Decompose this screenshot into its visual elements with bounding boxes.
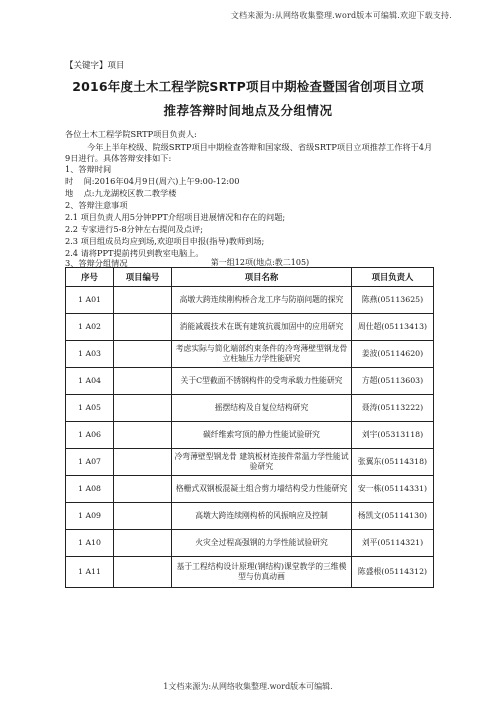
table-caption: 第一组12项(地点:教二105) bbox=[210, 258, 310, 267]
col-header-index: 序号 bbox=[66, 268, 114, 287]
cell-code bbox=[114, 503, 172, 530]
cell-index: 1 A11 bbox=[66, 557, 114, 588]
col-header-name: 项目名称 bbox=[172, 268, 352, 287]
table-row bbox=[66, 368, 434, 395]
cell-code bbox=[114, 368, 172, 395]
table-row bbox=[66, 557, 434, 588]
place-line: 地 点:九龙湖校区教二教学楼 bbox=[65, 188, 177, 198]
table-row bbox=[66, 395, 434, 422]
cell-leader: 刘平(05114321) bbox=[352, 530, 434, 557]
keyword-line: 【关键字】项目 bbox=[65, 61, 125, 71]
cell-leader: 聂涛(05113222) bbox=[352, 395, 434, 422]
cell-index: 1 A02 bbox=[66, 314, 114, 341]
table-row bbox=[66, 530, 434, 557]
section-heading-notes: 2、答辩注意事项 bbox=[65, 200, 128, 210]
cell-leader: 周仕超(05113413) bbox=[352, 314, 434, 341]
cell-code bbox=[114, 557, 172, 588]
note-item: 2.3 项目组成员均应到场,欢迎项目申报(指导)教师到场; bbox=[65, 236, 265, 246]
cell-project-name: 格栅式双钢板混凝土组合剪力墙结构受力性能研究 bbox=[172, 476, 352, 503]
group-table bbox=[65, 267, 434, 588]
cell-project-name: 冷弯薄壁型钢龙骨 建筑板材连接件常温力学性能试验研究 bbox=[172, 449, 352, 476]
cell-project-name: 考虑实际与简化端部约束条件的冷弯薄壁型钢龙骨立柱轴压力学性能研究 bbox=[172, 341, 352, 368]
table-row bbox=[66, 503, 434, 530]
table-row bbox=[66, 476, 434, 503]
cell-leader: 刘宇(05313118) bbox=[352, 422, 434, 449]
table-row bbox=[66, 314, 434, 341]
cell-leader: 方超(05113603) bbox=[352, 368, 434, 395]
cell-project-name: 摇摆结构及自复位结构研究 bbox=[172, 395, 352, 422]
cell-code bbox=[114, 422, 172, 449]
col-header-code: 项目编号 bbox=[114, 268, 172, 287]
cell-code bbox=[114, 395, 172, 422]
cell-code bbox=[114, 287, 172, 314]
cell-index: 1 A01 bbox=[66, 287, 114, 314]
table-row bbox=[66, 422, 434, 449]
cell-index: 1 A09 bbox=[66, 503, 114, 530]
cell-leader: 姜波(05114620) bbox=[352, 341, 434, 368]
note-item: 2.1 项目负责人用5分钟PPT介绍项目进展情况和存在的问题; bbox=[65, 212, 286, 222]
cell-leader: 安一栋(05114331) bbox=[352, 476, 434, 503]
cell-index: 1 A07 bbox=[66, 449, 114, 476]
cell-leader: 张翼东(05114318) bbox=[352, 449, 434, 476]
cell-code bbox=[114, 449, 172, 476]
greeting: 各位土木工程学院SRTP项目负责人: bbox=[65, 129, 197, 139]
time-line: 时 间:2016年04月9日(周六)上午9:00-12:00 bbox=[65, 176, 240, 186]
table-row bbox=[66, 287, 434, 314]
col-header-leader: 项目负责人 bbox=[352, 268, 434, 287]
document-title-line2: 推荐答辩时间地点及分组情况 bbox=[163, 103, 333, 118]
cell-index: 1 A04 bbox=[66, 368, 114, 395]
cell-code bbox=[114, 314, 172, 341]
cell-index: 1 A05 bbox=[66, 395, 114, 422]
cell-project-name: 消能减震技术在既有建筑抗震加固中的应用研究 bbox=[172, 314, 352, 341]
table-header-row bbox=[66, 268, 434, 287]
note-item: 2.4 请将PPT提前拷贝到教室电脑上。 bbox=[65, 248, 204, 258]
cell-project-name: 碳纤维索穹顶的静力性能试验研究 bbox=[172, 422, 352, 449]
document-title-line1: 2016年度土木工程学院SRTP项目中期检查暨国省创项目立项 bbox=[72, 79, 424, 94]
cell-leader: 陈盛根(05114312) bbox=[352, 557, 434, 588]
note-item: 2.2 专家进行5-8分钟左右提问及点评; bbox=[65, 224, 204, 234]
table-row bbox=[66, 341, 434, 368]
intro-paragraph: 今年上半年校级、院级SRTP项目中期检查答辩和国家级、省级SRTP项目立项推荐工作将于4月9日进行。具体答辩安排如下: bbox=[65, 142, 433, 164]
cell-index: 1 A03 bbox=[66, 341, 114, 368]
cell-index: 1 A06 bbox=[66, 422, 114, 449]
cell-code bbox=[114, 476, 172, 503]
cell-project-name: 高墩大跨连续刚构桥合龙工序与防崩问题的探究 bbox=[172, 287, 352, 314]
header-note: 文档来源为:从网络收集整理.word版本可编辑.欢迎下载支持. bbox=[230, 11, 452, 20]
section-heading-time: 1、答辩时间 bbox=[65, 164, 112, 174]
cell-index: 1 A10 bbox=[66, 530, 114, 557]
footer-note: 1文档来源为:从网络收集整理.word版本可编辑. bbox=[163, 682, 333, 691]
cell-leader: 杨凯文(05114130) bbox=[352, 503, 434, 530]
cell-project-name: 高墩大跨连续刚构桥的风振响应及控制 bbox=[172, 503, 352, 530]
section-heading-groups: 3、答辩分组情况 bbox=[65, 258, 128, 268]
cell-project-name: 火灾全过程高强钢的力学性能试验研究 bbox=[172, 530, 352, 557]
cell-index: 1 A08 bbox=[66, 476, 114, 503]
cell-leader: 陈燕(05113625) bbox=[352, 287, 434, 314]
cell-project-name: 基于工程结构设计原理(钢结构)课堂教学的三维模型与仿真动画 bbox=[172, 557, 352, 588]
cell-code bbox=[114, 341, 172, 368]
table-row bbox=[66, 449, 434, 476]
cell-code bbox=[114, 530, 172, 557]
cell-project-name: 关于C型截面不锈钢构件的受弯承载力性能研究 bbox=[172, 368, 352, 395]
